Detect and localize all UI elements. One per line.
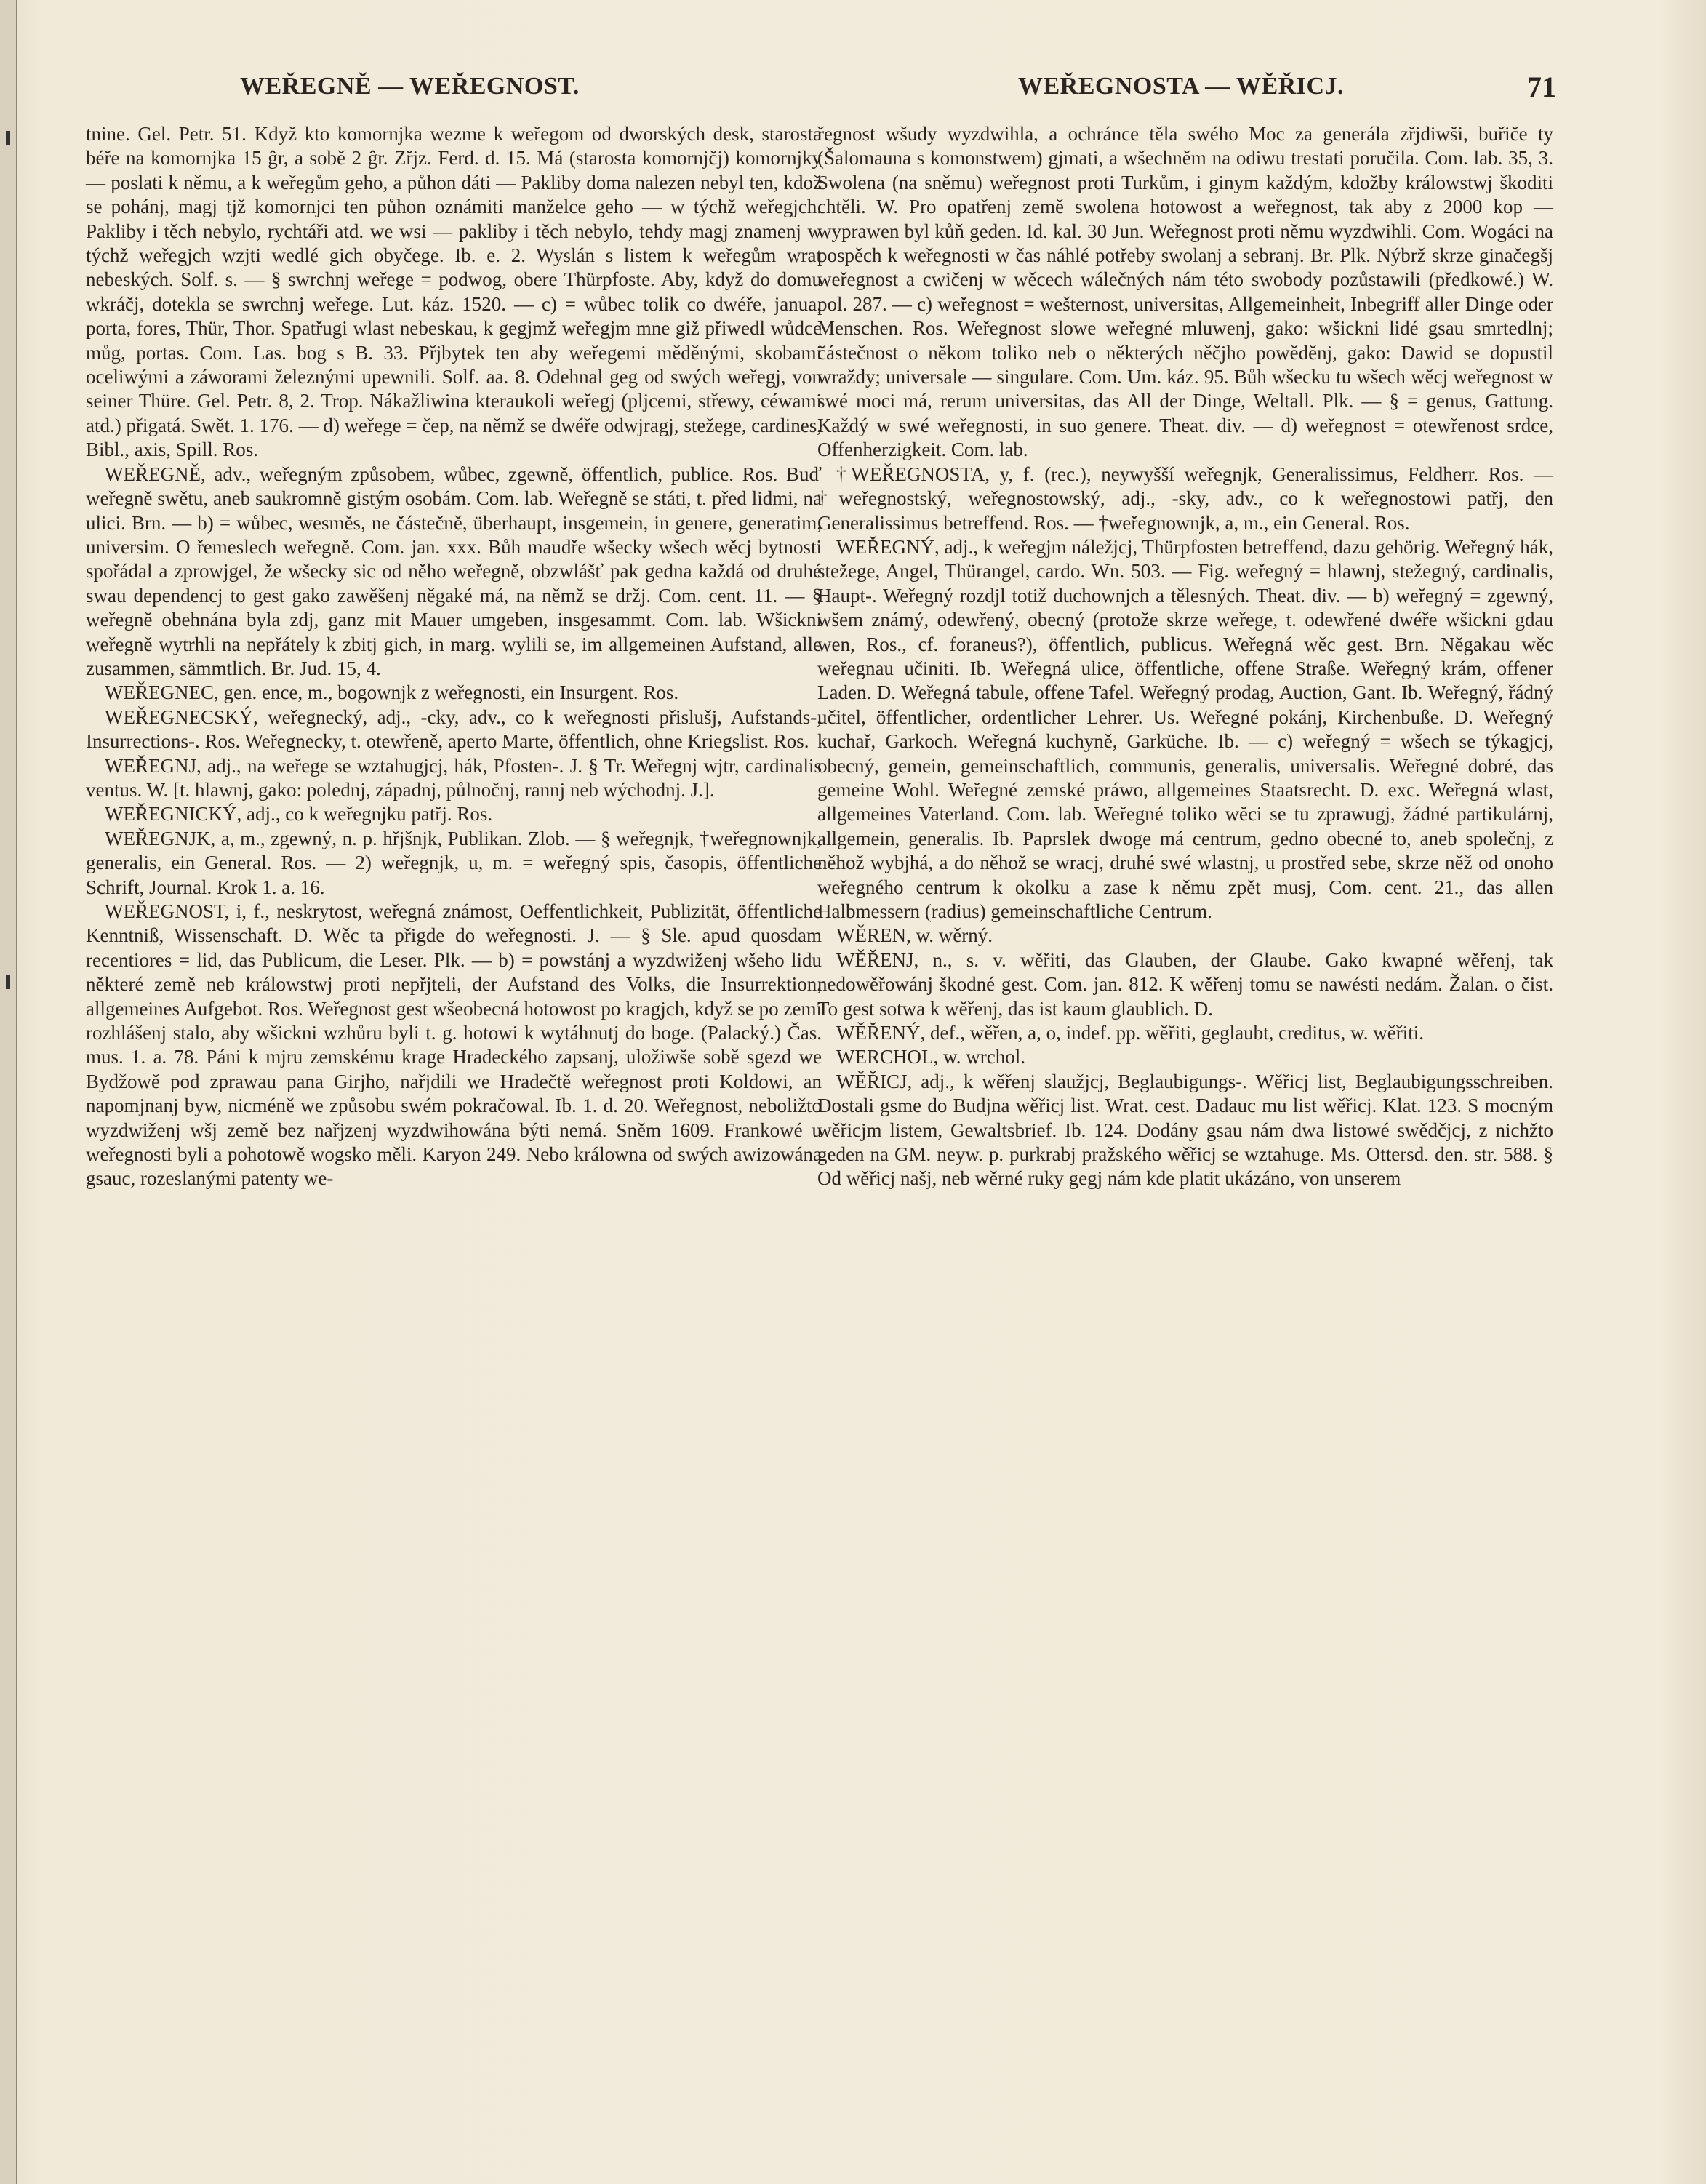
- dictionary-entry: WEŘEGNĚ, adv., weřegným způsobem, wůbec, zgewně, öffentlich, publice. Ros. Buď weřegně swětu, aneb saukromně gistým osobám. Com. lab. Weřegně se státi, t. před lidmi, na ulici. Brn. — b) = wůbec, wesměs, ne částečně, überhaupt, insgemein, in genere, generatim, universim. O řemeslech weřegně. Com. jan. xxx. Bůh maudře wšecky wšech wěcj bytnosti spořádal a zprowjgel, že wšecky sic od něho weřegně, obzwlášť pak gedna každá od druhé swau dependencj to gest gako zawěšenj něgaké má, na němž se držj. Com. cent. 11. — § weřegně obehnána byla zdj, ganz mit Mauer umgeben, insgesammt. Com. lab. Wšickni weřegně wytrhli na nepřátely k zbitj gich, in marg. wylili se, im allgemeinen Aufstand, alle zusammen, sämmtlich. Br. Jud. 15, 4.: [86, 463, 822, 679]
- right-running-head: WEŘEGNOSTA — WĚŘICJ.: [1018, 73, 1344, 100]
- dictionary-entry: WEŘEGNECSKÝ, weřegnecký, adj., -cky, adv., co k weřegnosti přislušj, Aufstands-, Insurrections-. Ros. Weřegnecky, t. otewřeně, aperto Marte, öffentlich, ohne Kriegslist. Ros.: [86, 705, 822, 753]
- dictionary-entry: WEŘEGNICKÝ, adj., co k weřegnjku patřj. Ros.: [105, 803, 493, 825]
- spine-mark: [6, 975, 10, 989]
- page-number: 71: [1527, 71, 1556, 103]
- dictionary-entry: řegnost wšudy wyzdwihla, a ochránce těla swého Moc za generála zřjdiwši, buřiče ty (Šalomauna s komonstwem) gjmati, a wšechněm na odiwu trestati poručila. Com. lab. 35, 3. Swolena (na sněmu) weřegnost proti Turkům, i ginym každým, kdožby králowstwj škoditi chtěli. W. Pro opatřenj země swolena hotowost a weřegnost, tak aby z 2000 kop — wyprawen byl kůň geden. Id. kal. 30 Jun. Weřegnost proti němu wyzdwihli. Com. Wogáci na pospěch k weřegnosti w čas náhlé potřeby swolanj a sebranj. Br. Plk. Nýbrž skrze ginačegšj weřegnost a cwičenj w wěcech wálečných nám této swobody pozůstawili (předkowé.) W. pol. 287. — c) weřegnost = wešternost, universitas, Allgemeinheit, Inbegriff aller Dinge oder Menschen. Ros. Weřegnost slowe weřegné mluwenj, gako: wšickni lidé gsau smrtedlnj; částečnost o někom toliko neb o některých něčjho powěděnj, gako: Dawid se dopustil wraždy; universale — singulare. Com. Um. káz. 95. Bůh wšecku tu wšech wěcj weřegnost w swé moci má, rerum universitas, das All der Dinge, Weltall. Plk. — § = genus, Gattung. Každý w swé weřegnosti, in suo genere. Theat. div. — d) weřegnost = otewřenost srdce, Offenherzigkeit. Com. lab.: [817, 123, 1553, 461]
- dictionary-entry: WEŘEGNOST, i, f., neskrytost, weřegná známost, Oeffentlichkeit, Publizität, öffentliche Kenntniß, Wissenschaft. D. Wěc ta přigde do weřegnosti. J. — § Sle. apud quosdam recentiores = lid, das Publicum, die Leser. Plk. — b) = powstánj a wyzdwiženj wšeho lidu některé země neb králowstwj proti nepřjteli, der Aufstand des Volks, die Insurrektion, allgemeines Aufgebot. Ros. Weřegnost gest wšeobecná hotowost po kragjch, když se po zemi rozhlášenj stalo, aby wšickni wzhůru byli t. g. hotowi k wytáhnutj do boge. (Palacký.) Čas. mus. 1. a. 78. Páni k mjru zemskému krage Hradeckého zapsanj, uložiwše sobě sgezd we Bydžowě pod zprawau pana Girjho, nařjdili we Hradečtě weřegnost proti Koldowi, an napomjnanj byw, nicméně we způsobu swém pokračowal. Ib. 1. d. 20. Weřegnost, neboližto wyzdwiženj wšj země bez nařjzenj wyzdwihowána býti nemá. Sněm 1609. Frankowé u weřegnosti byli a pohotowě wogsko měli. Karyon 249. Nebo králowna od swých awizowána gsauc, rozeslanými patenty we-: [86, 900, 822, 1190]
- dictionary-entry: WEŘEGNEC, gen. ence, m., bogownjk z weřegnosti, ein Insurgent. Ros.: [105, 681, 679, 704]
- left-column: [86, 122, 822, 1191]
- dictionary-entry: WĚŘICJ, adj., k wěřenj slaužjcj, Beglaubigungs-. Wěřicj list, Beglaubigungsschreiben. Dostali gsme do Budjna wěřicj list. Wrat. cest. Dadauc mu list wěřicj. Klat. 123. S mocným wěřicjm listem, Gewaltsbrief. Ib. 124. Dodány gsau nám dwa listowé swědčjcj, z nichžto geden na GM. neyw. p. purkrabj pražského wěřicj se wztahuge. Ms. Ottersd. den. str. 588. § Od wěřicj našj, neb wěrné ruky gegj nám kde platit ukázáno, von unserem: [817, 1070, 1553, 1190]
- dictionary-entry: WEŘEGNÝ, adj., k weřegjm náležjcj, Thürpfosten betreffend, dazu gehörig. Weřegný hák, stežege, Angel, Thürangel, cardo. Wn. 503. — Fig. weřegný = hlawnj, stežegný, cardinalis, Haupt-. Weřegný rozdjl totiž duchownjch a tělesných. Theat. div. — b) weřegný = zgewný, wšem známý, odewřený, obecný (protože skrze weřege, t. odewřené dwéře wšickni gdau wen, Ros., cf. foraneus?), öffentlich, publicus. Weřegná wěc gest. Brn. Něgakau wěc weřegnau učiniti. Ib. Weřegná ulice, öffentliche, offene Straße. Weřegný krám, offener Laden. D. Weřegná tabule, offene Tafel. Weřegný prodag, Auction, Gant. Ib. Weřegný, řádný učitel, öffentlicher, ordentlicher Lehrer. Us. Weřegné pokánj, Kirchenbuße. D. Weřegný kuchař, Garkoch. Weřegná kuchyně, Garküche. Ib. — c) weřegný = wšech se týkagjcj, obecný, gemein, gemeinschaftlich, communis, generalis, universalis. Weřegné dobré, das gemeine Wohl. Weřegné zemské práwo, allgemeines Staatsrecht. D. exc. Weřegná wlast, allgemeines Vaterland. Com. lab. Weřegné toliko wěci se tu zprawugj, žádné partikulárnj, allgemein, generalis. Ib. Paprslek dwoge má centrum, gedno obecné to, aneb společnj, z něhož wybjhá, a do něhož se wracj, druhé swé wlastnj, u prostřed sebe, skrze něž od onoho weřegného centrum k okolku a zase k němu zpět musj, Com. cent. 21., das allen Halbmessern (radius) gemeinschaftliche Centrum.: [817, 535, 1553, 922]
- dictionary-entry: WĚŘENJ, n., s. v. wěřiti, das Glauben, der Glaube. Gako kwapné wěřenj, tak nedowěřowánj škodné gest. Com. jan. 812. K wěřenj tomu se nawésti nedám. Žalan. o čist. To gest sotwa k wěřenj, das ist kaum glaublich. D.: [817, 948, 1553, 1020]
- right-column: [817, 122, 1553, 1191]
- dictionary-entry: tnine. Gel. Petr. 51. Když kto komornjka wezme k weřegom od dworských desk, starosta béře na komornjka 15 ĝr, a sobě 2 ĝr. Zřjz. Ferd. d. 15. Má (starosta komornjčj) komornjky — poslati k němu, a k weřegům geho, a půhon dáti — Pakliby doma nalezen nebyl ten, kdož se pohánj, magj tjž komornjci ten půhon oznámiti manželce geho — w týchž weřegjch. Pakliby i těch nebylo, rychtáři atd. we wsi — pakliby i těch nebylo, tehdy magj znamenj w týchž weřegjch wzjti wedlé gich obyčege. Ib. e. 2. Wyslán s listem k weřegům wrat nebeských. Solf. s. — § swrchnj weřege = podwog, obere Thürpfoste. Aby, když do domu wkráčj, dotekla se swrchnj weřege. Lut. káz. 1520. — c) = wůbec tolik co dwéře, janua, porta, fores, Thür, Thor. Spatřugi wlast nebeskau, k gegjmž weřegjm mne giž přiwedl wůdce můg, portas. Com. Las. bog s B. 33. Přjbytek ten aby weřegemi měděnými, skobami oceliwými a záworami železnými upewnili. Solf. aa. 8. Odehnal geg od swých weřegj, von seiner Thüre. Gel. Petr. 8, 2. Trop. Nákažliwina kteraukoli weřegj (pljcemi, střewy, céwami atd.) přigatá. Swět. 1. 176. — d) weřege = čep, na němž se dwéře odwjragj, stežege, cardines, Bibl., axis, Spill. Ros.: [86, 123, 822, 461]
- dictionary-entry: WEŘEGNJK, a, m., zgewný, n. p. hřjšnjk, Publikan. Zlob. — § weřegnjk, †weřegnownjk, generalis, ein General. Ros. — 2) weřegnjk, u, m. = weřegný spis, časopis, öffentliche Schrift, Journal. Krok 1. a. 16.: [86, 827, 822, 898]
- left-running-head: WEŘEGNĚ — WEŘEGNOST.: [240, 73, 580, 100]
- dictionary-entry: WĚREN, w. wěrný.: [836, 924, 993, 947]
- dictionary-entry: WĚŘENÝ, def., wěřen, a, o, indef. pp. wěřiti, geglaubt, creditus, w. wěřiti.: [836, 1022, 1425, 1044]
- spine-mark: [6, 131, 10, 145]
- dictionary-entry: †WEŘEGNOSTA, y, f. (rec.), neywyšší weřegnjk, Generalissimus, Feldherr. Ros. — †weřegnostský, weřegnostowský, adj., -sky, adv., co k weřegnostowi patřj, den Generalissimus betreffend. Ros. — †weřegnownjk, a, m., ein General. Ros.: [817, 463, 1553, 534]
- dictionary-entry: WERCHOL, w. wrchol.: [836, 1046, 1025, 1068]
- dictionary-entry: WEŘEGNJ, adj., na weřege se wztahugjcj, hák, Pfosten-. J. § Tr. Weřegnj wjtr, cardinalis ventus. W. [t. hlawnj, gako: polednj, západnj, půlnočnj, rannj neb wýchodnj. J.].: [86, 754, 822, 801]
- book-spine: [0, 0, 17, 2184]
